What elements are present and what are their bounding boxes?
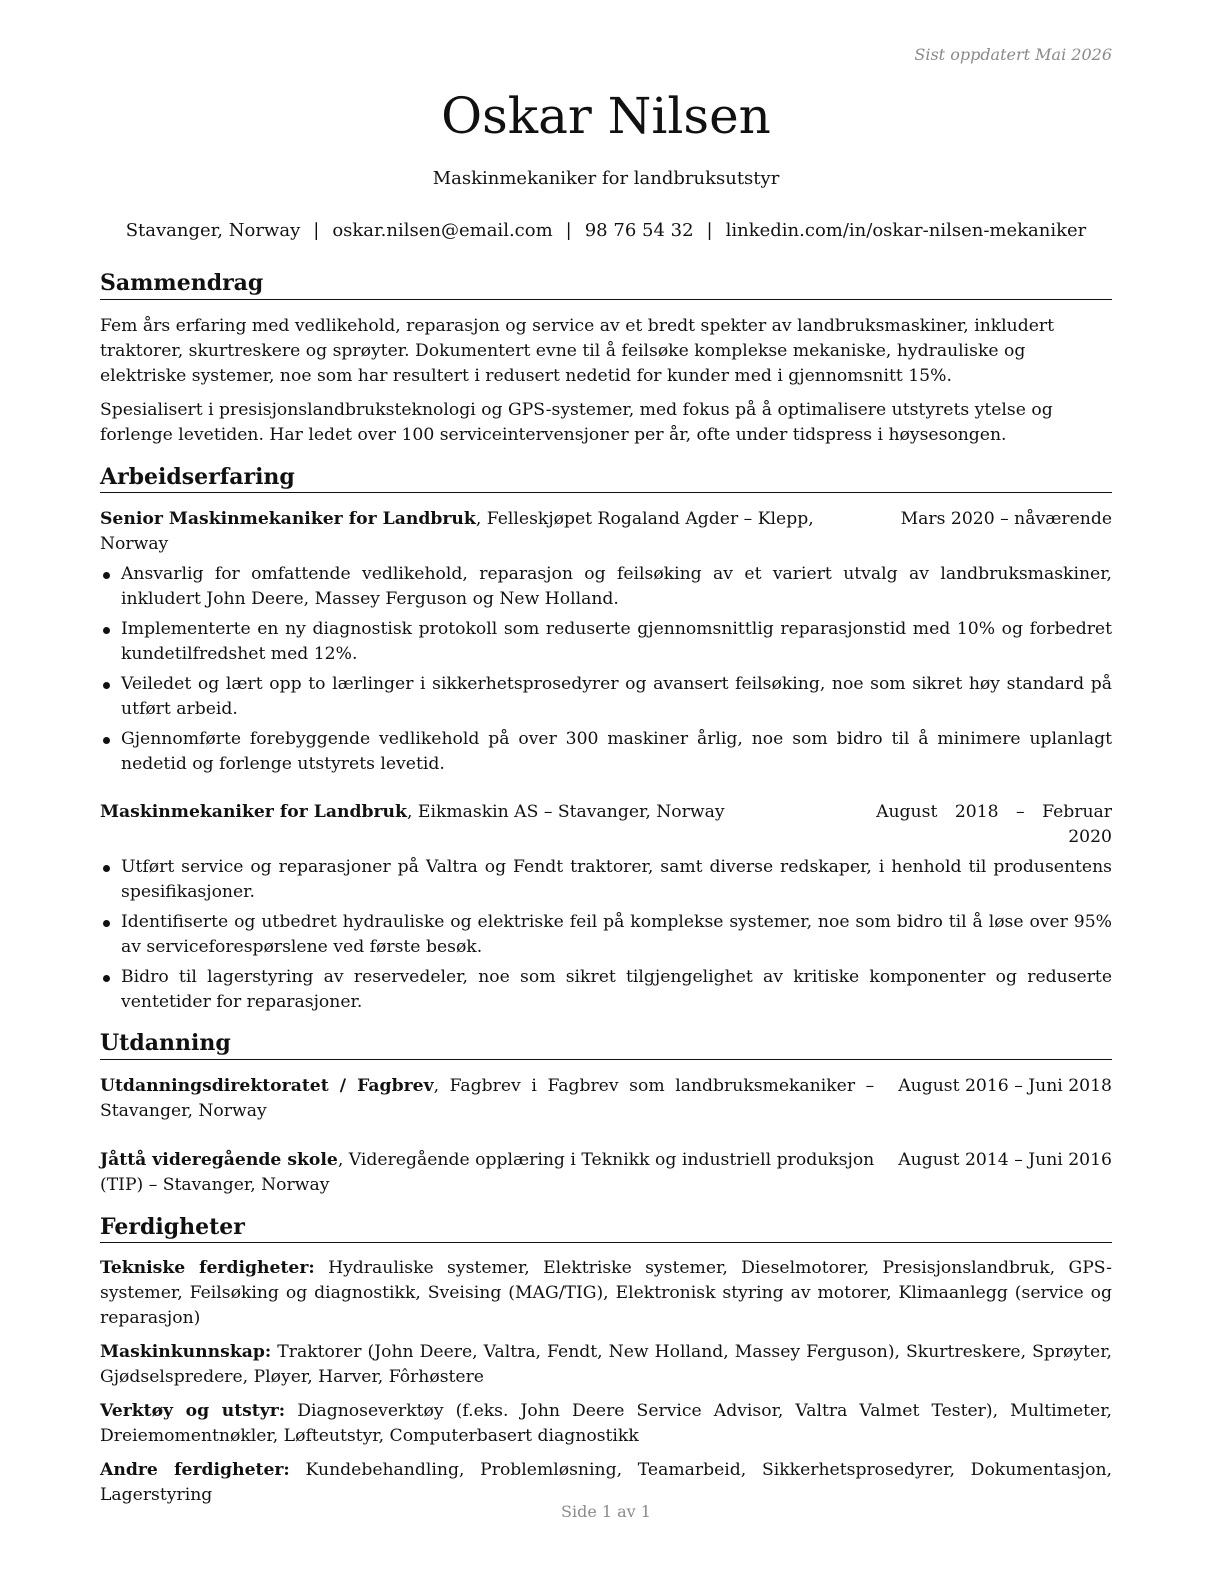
skill-label: Tekniske ferdigheter: [100,1258,315,1278]
section-skills [100,1214,1112,1509]
bullet-icon [103,920,110,927]
skill-text: Traktorer (John Deere, Valtra, Fendt, New Holland, Massey Ferguson), Skurtreskere, Sprøyter, Gjødselspredere, Pløyer, Harver, Fôrhøstere [100,1342,1112,1387]
contact-separator: | [706,220,713,241]
job-role: Senior Maskinmekaniker for Landbruk [100,509,476,529]
education-dates: August 2016 – Juni 2018 [898,1075,1112,1096]
job-company: , Felleskjøpet Rogaland Agder – Klepp, Norway [100,509,814,554]
bullet-icon [103,975,110,982]
skill-group [100,1256,1112,1331]
bullet-text: Veiledet og lært opp to lærlinger i sikkerhetsprosedyrer og avansert feilsøking, noe som sikret høy standard på utført arbeid. [121,674,1112,719]
section-experience [100,464,1112,1016]
section-education [100,1030,1112,1198]
bullet-icon [103,682,110,689]
list-item [100,727,1112,777]
section-title-summary: Sammendrag [100,270,1112,300]
education-entry [100,1148,1112,1198]
bullet-icon [103,737,110,744]
section-title-skills: Ferdigheter [100,1214,1112,1244]
job-role: Maskinmekaniker for Landbruk [100,802,407,822]
section-summary [100,270,1112,448]
bullet-text: Utført service og reparasjoner på Valtra og Fendt traktorer, samt diverse redskaper, i henhold til produsentens spesifikasjoner. [121,857,1112,902]
bullet-icon [103,627,110,634]
contact-line [100,220,1112,241]
education-program: , Videregående opplæring i Teknikk og industriell produksjon (TIP) – Stavanger, Norway [100,1149,875,1195]
resume-page [100,0,1112,1584]
bullet-text: Identifiserte og utbedret hydrauliske og elektriske feil på komplekse systemer, noe som bidro til å løse over 95% av serviceforespørslene ved første besøk. [121,912,1112,957]
education-school: Jåttå videregående skole [100,1149,338,1170]
summary-paragraph: Fem års erfaring med vedlikehold, reparasjon og service av et bredt spekter av landbruksmaskiner, inkludert traktorer, skurtreskere og sprøyter. Dokumentert evne til å feilsøke komplekse mekaniske, hydrauliske og elektriske systemer, noe som har resultert i redusert nedetid for kunder med i gjennomsnitt 15%. [100,315,1055,386]
summary-paragraph: Spesialisert i presisjonslandbruksteknologi og GPS-systemer, med fokus på å optimalisere utstyrets ytelse og forlenge levetiden. Har ledet over 100 serviceintervensjoner per år, ofte under tidspress i høysesongen. [100,399,1053,445]
contact-phone: 98 76 54 32 [584,220,694,241]
education-dates: August 2014 – Juni 2016 [898,1149,1112,1170]
job-entry [100,507,1112,777]
section-title-education: Utdanning [100,1030,1112,1060]
skill-label: Verktøy og utstyr: [100,1401,286,1421]
list-item [100,562,1112,612]
job-dates-line: 2020 [1068,827,1112,847]
list-item [100,965,1112,1015]
list-item [100,855,1112,905]
contact-linkedin[interactable]: linkedin.com/in/oskar-nilsen-mekaniker [725,220,1087,241]
skill-text: Kundebehandling, Problemløsning, Teamarbeid, Sikkerhetsprosedyrer, Dokumentasjon, Lagerstyring [100,1460,1112,1505]
bullet-text: Implementerte en ny diagnostisk protokoll som reduserte gjennomsnittlig reparasjonstid med 10% og forbedret kundetilfredshet med 12%. [121,619,1112,664]
job-dates-line: August 2018 – Februar [876,802,1112,822]
contact-separator: | [565,220,572,241]
job-entry [100,800,1112,1015]
bullet-icon [103,572,110,579]
contact-separator: | [313,220,320,241]
job-bullets [100,562,1112,777]
education-school: Utdanningsdirektoratet / Fagbrev [100,1075,434,1096]
bullet-text: Ansvarlig for omfattende vedlikehold, reparasjon og feilsøking av et variert utvalg av landbruksmaskiner, inkludert John Deere, Massey Ferguson og New Holland. [121,564,1112,609]
resume-content [100,270,1112,1508]
job-dates [852,800,1112,850]
skill-text: Hydrauliske systemer, Elektriske systemer, Dieselmotorer, Presisjonslandbruk, GPS-systemer, Feilsøking og diagnostikk, Sveising (MAG/TIG), Elektronisk styring av motorer, Klimaanlegg (service og reparasjon) [100,1258,1112,1328]
skill-label: Maskinkunnskap: [100,1342,272,1362]
education-title-line [100,1074,874,1124]
education-entry [100,1074,1112,1124]
skill-group [100,1458,1112,1508]
bullet-icon [103,865,110,872]
list-item [100,672,1112,722]
job-company: , Eikmaskin AS – Stavanger, Norway [406,802,725,822]
skill-group [100,1399,1112,1449]
contact-email[interactable]: oskar.nilsen@email.com [332,220,553,241]
job-title-line [100,507,877,557]
job-bullets [100,855,1112,1015]
bullet-text: Bidro til lagerstyring av reservedeler, noe som sikret tilgjengelighet av kritiske komponenter og reduserte ventetider for reparasjoner. [121,967,1112,1012]
headline: Maskinmekaniker for landbruksutstyr [432,168,780,189]
candidate-name: Oskar Nilsen [441,87,771,145]
list-item [100,617,1112,667]
job-header [100,800,1112,850]
contact-location: Stavanger, Norway [125,220,301,241]
job-title-line [100,800,852,850]
skill-label: Andre ferdigheter: [100,1460,290,1480]
job-header [100,507,1112,557]
list-item [100,910,1112,960]
job-dates: Mars 2020 – nåværende [900,509,1112,529]
bullet-text: Gjennomførte forebyggende vedlikehold på over 300 maskiner årlig, noe som bidro til å minimere uplanlagt nedetid og forlenge utstyrets levetid. [121,729,1112,774]
education-title-line [100,1148,874,1198]
page-number: Side 1 av 1 [561,1502,651,1521]
last-updated: Sist oppdatert Mai 2026 [914,45,1112,64]
section-title-experience: Arbeidserfaring [100,464,1112,494]
skill-group [100,1340,1112,1390]
skill-text: Diagnoseverktøy (f.eks. John Deere Service Advisor, Valtra Valmet Tester), Multimeter, Dreiemomentnøkler, Løfteutstyr, Computerbasert diagnostikk [100,1401,1113,1446]
education-program: , Fagbrev i Fagbrev som landbruksmekaniker – Stavanger, Norway [100,1075,875,1121]
